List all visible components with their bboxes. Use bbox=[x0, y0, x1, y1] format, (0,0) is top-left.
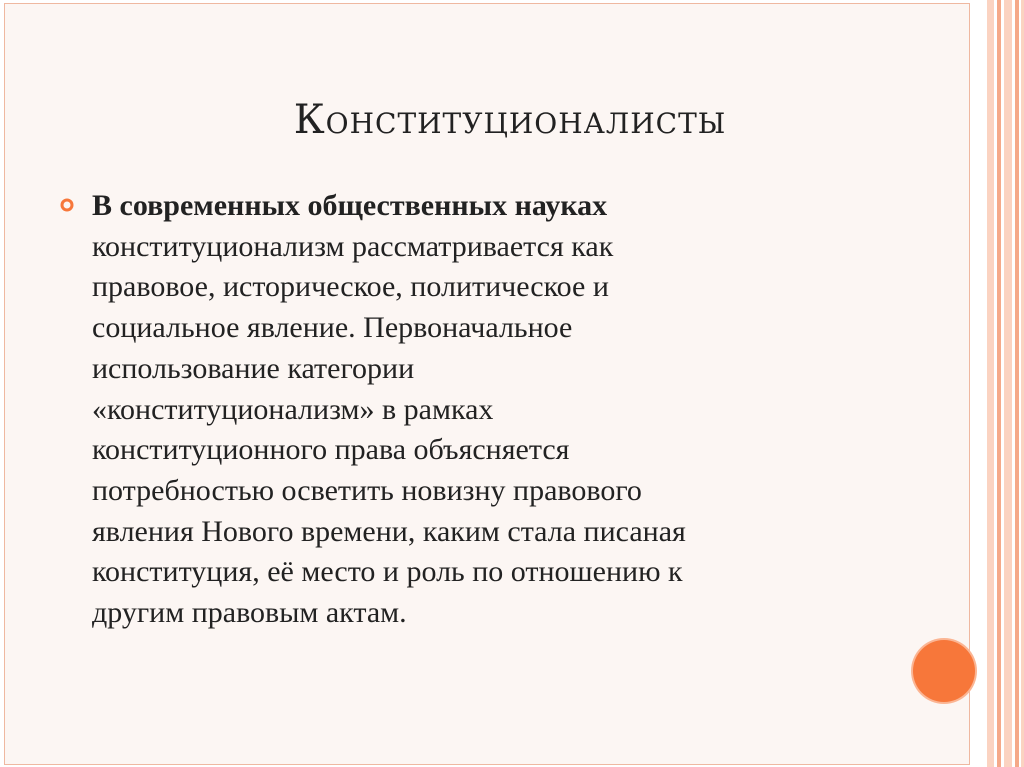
bullet-line: потребностью осветить новизну правового bbox=[92, 473, 642, 507]
bullet-line: явления Нового времени, каким стала писаная bbox=[92, 514, 686, 548]
bullet-line: конституция, её место и роль по отношению к bbox=[92, 555, 683, 589]
bullet-text bbox=[92, 186, 686, 634]
bullet-line: правовое, историческое, политическое и bbox=[92, 270, 609, 304]
decorative-stripes bbox=[982, 0, 1024, 767]
bullet-line: другим правовым актам. bbox=[92, 596, 407, 630]
bullet-line: использование категории bbox=[92, 351, 415, 385]
bullet-lead-text: В современных общественных науках bbox=[92, 189, 608, 222]
bullet-line: «конституционализм» в рамках bbox=[92, 392, 494, 426]
bullet-line: конституционализм рассматривается как bbox=[92, 229, 614, 263]
slide-title: Конституционалисты bbox=[293, 97, 727, 143]
bullet-line: социальное явление. Первоначальное bbox=[92, 311, 573, 345]
bullet-item bbox=[60, 186, 890, 634]
orange-circle-orb-icon bbox=[913, 640, 975, 702]
bullet-line: конституционного права объясняется bbox=[92, 433, 570, 467]
circle-outline-icon bbox=[60, 198, 74, 212]
